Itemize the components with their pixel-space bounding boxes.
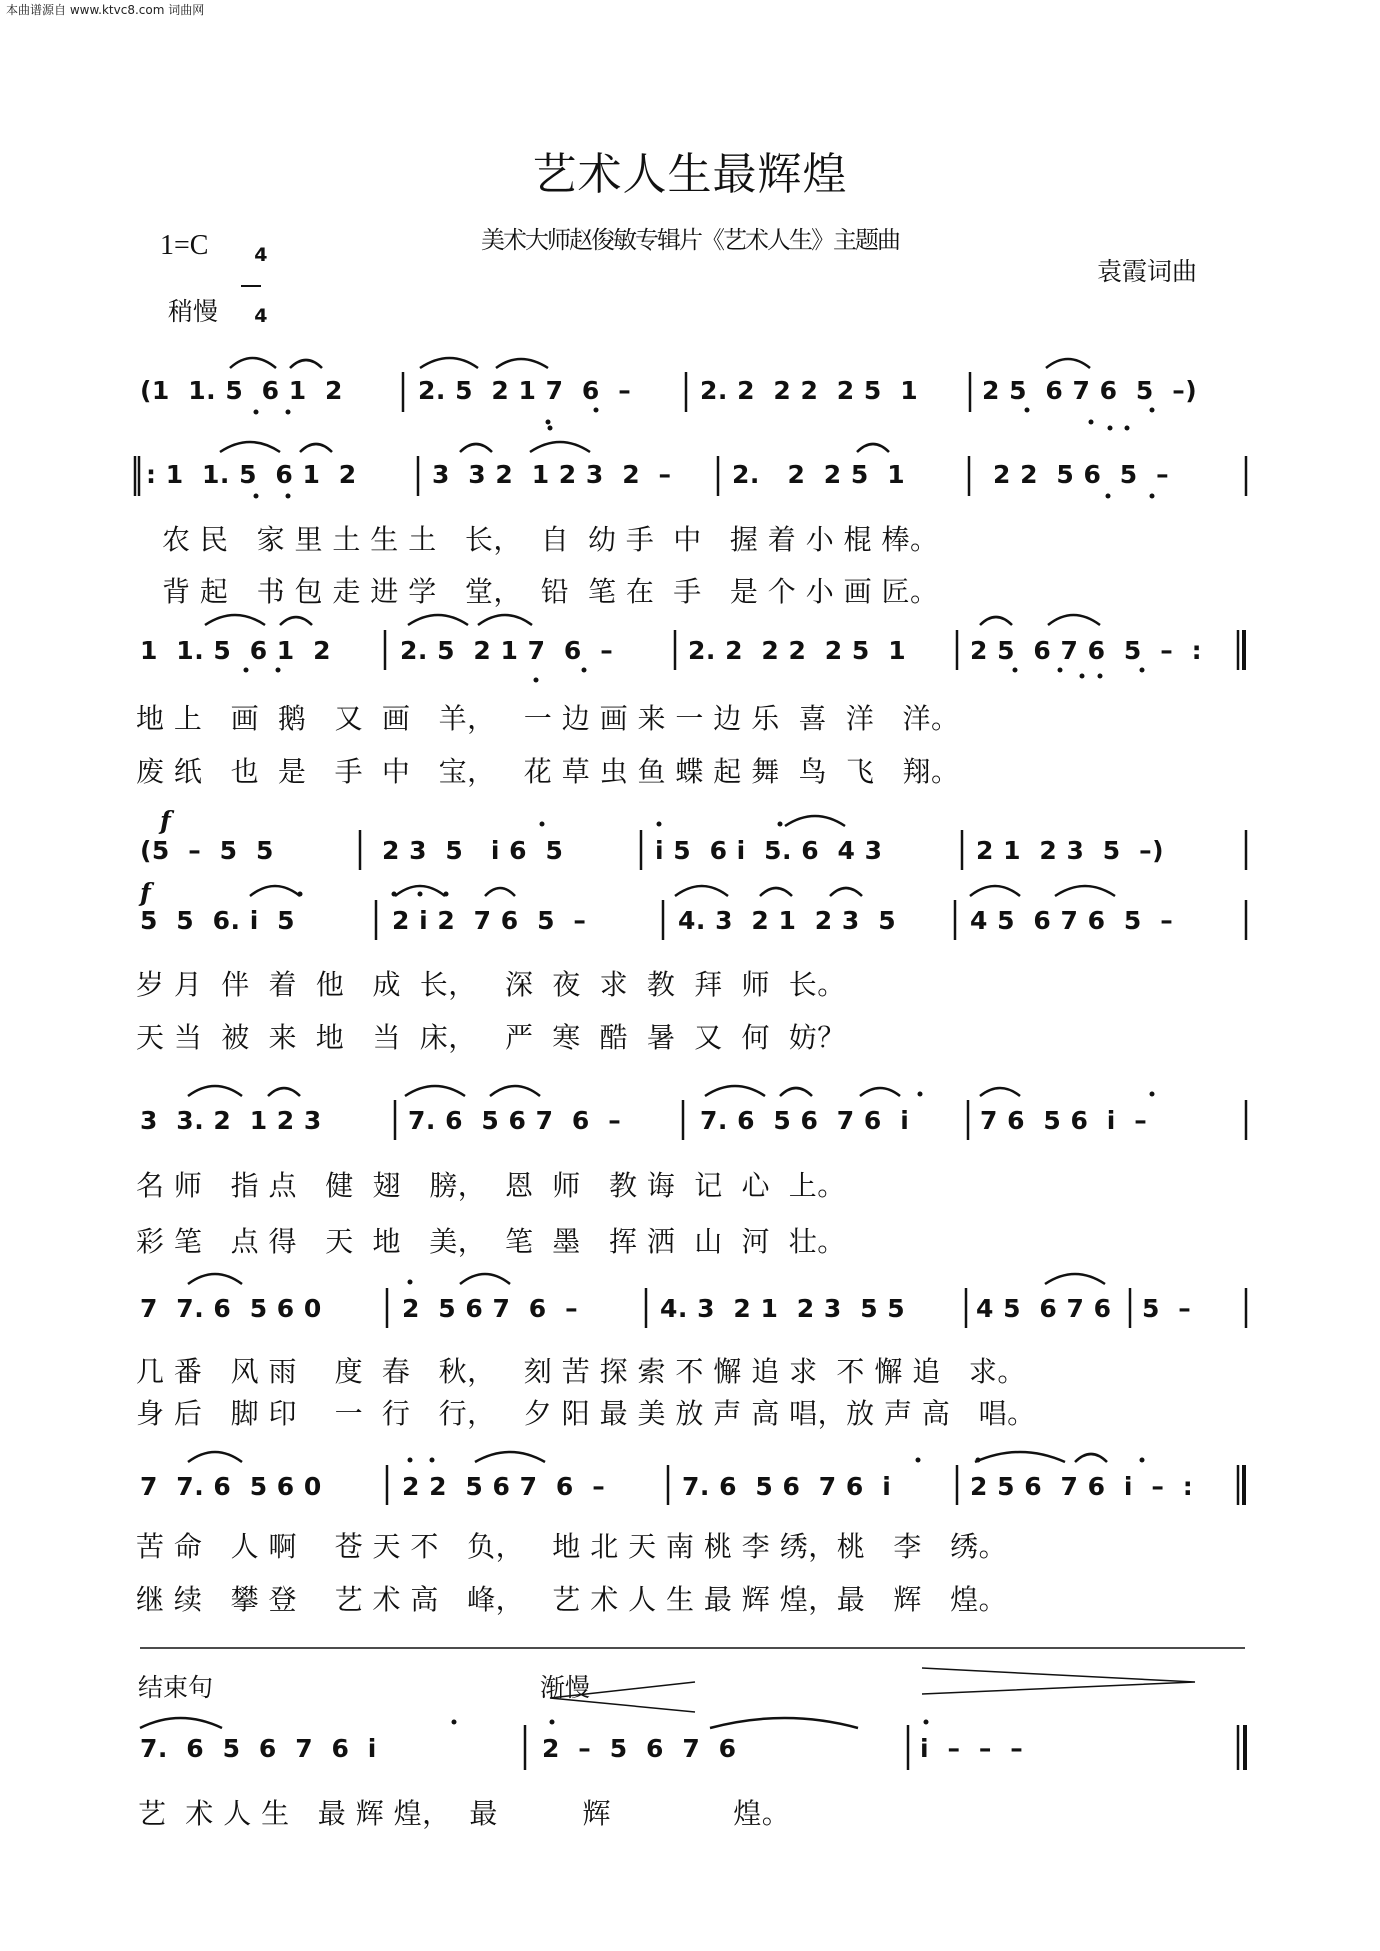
measure-3-3: 2. 2 2 2 2 5 1 (688, 636, 907, 665)
measure-1-1: (1 1. 5 6 1 2 (140, 376, 343, 405)
measure-2-1: : 1 1. 5 6 1 2 (146, 460, 357, 489)
measure-2-2: 3 3 2 1 2 3 2 – (432, 460, 672, 489)
measure-7-1: 7 7. 6 5 6 0 (140, 1294, 322, 1323)
author-credit: 袁霞词曲 (1097, 257, 1198, 286)
measure-6-2: 7. 6 5 6 7 6 – (408, 1106, 622, 1135)
lyrics-verse-1: 几 番 风 雨 度 春 秋， 刻 苦 探 索 不 懈 追 求 不 懈 追 求。 (136, 1355, 1026, 1388)
measure-2-3: 2. 2 2 5 1 (732, 460, 906, 489)
measure-5-3: 4. 3 2 1 2 3 5 (678, 906, 897, 935)
song-title: 艺术人生最辉煌 (532, 149, 848, 200)
measure-3-2: 2. 5 2 1 7 6 – (400, 636, 614, 665)
measure-7-5: 5 – (1142, 1294, 1192, 1323)
measure-3-1: 1 1. 5 6 1 2 (140, 636, 331, 665)
measure-4-4: 2 1 2 3 5 –) (976, 836, 1165, 865)
measure-1-2: 2. 5 2 1 7 6 – (418, 376, 632, 405)
coda-measure-1: 7. 6 5 6 7 6 i (140, 1734, 377, 1763)
measure-5-2: 2 i 2 7 6 5 – (392, 906, 587, 935)
measure-8-1: 7 7. 6 5 6 0 (140, 1472, 322, 1501)
coda-measure-2: 2 – 5 6 7 6 (542, 1734, 737, 1763)
measure-1-3: 2. 2 2 2 2 5 1 (700, 376, 919, 405)
measure-2-4: 2 2 5 6 5 – (993, 460, 1170, 489)
source-watermark: 本曲谱源自 www.ktvc8.com 词曲网 (6, 3, 205, 17)
ritardando-mark: 渐慢 (540, 1673, 591, 1702)
measure-6-1: 3 3. 2 1 2 3 (140, 1106, 322, 1135)
lyrics-verse-1: 地 上 画 鹅 又 画 羊， 一 边 画 来 一 边 乐 喜 洋 洋。 (136, 702, 960, 735)
key-signature: 1=C (160, 230, 209, 261)
measure-6-4: 7 6 5 6 i – (980, 1106, 1148, 1135)
lyrics-verse-1: 农 民 家 里 土 生 土 长， 自 幼 手 中 握 着 小 棍 棒。 (162, 523, 939, 556)
measure-4-2: 2 3 5 i 6 5 (382, 836, 564, 865)
lyrics-verse-2: 背 起 书 包 走 进 学 堂， 铅 笔 在 手 是 个 小 画 匠。 (162, 575, 939, 608)
time-signature-bottom: 4 (254, 305, 268, 327)
song-subtitle: 美术大师赵俊敏专辑片《艺术人生》主题曲 (481, 226, 899, 254)
coda-label: 结束句 (138, 1673, 214, 1702)
lyrics-verse-1: 岁 月 伴 着 他 成 长， 深 夜 求 教 拜 师 长。 (136, 968, 846, 1001)
lyrics-verse-2: 天 当 被 来 地 当 床， 严 寒 酷 暑 又 何 妨？ (136, 1021, 846, 1054)
measure-7-3: 4. 3 2 1 2 3 5 5 (660, 1294, 906, 1323)
measure-6-3: 7. 6 5 6 7 6 i (700, 1106, 910, 1135)
measure-5-1: 5 5 6. i 5 (140, 906, 296, 935)
measure-4-1: (5 – 5 5 (140, 836, 274, 865)
measure-7-4: 4 5 6 7 6 (976, 1294, 1112, 1323)
measure-8-2: 2 2 5 6 7 6 – (402, 1472, 606, 1501)
lyrics-verse-2: 身 后 脚 印 一 行 行， 夕 阳 最 美 放 声 高 唱，放 声 高 唱。 (136, 1397, 1036, 1430)
measure-5-4: 4 5 6 7 6 5 – (970, 906, 1174, 935)
measure-3-4: 2 5 6 7 6 5 – : (970, 636, 1203, 665)
measure-1-4: 2 5 6 7 6 5 –) (982, 376, 1198, 405)
dynamic-forte: f (140, 878, 152, 907)
time-signature-top: 4 (254, 244, 268, 266)
lyrics-verse-1: 名 师 指 点 健 翅 膀， 恩 师 教 诲 记 心 上。 (136, 1169, 846, 1202)
tempo-marking: 稍慢 (168, 297, 219, 326)
coda-measure-3: i – – – (920, 1734, 1024, 1763)
lyrics-verse-2: 继 续 攀 登 艺 术 高 峰， 艺 术 人 生 最 辉 煌，最 辉 煌。 (136, 1583, 1008, 1616)
lyrics-verse-2: 废 纸 也 是 手 中 宝， 花 草 虫 鱼 蝶 起 舞 鸟 飞 翔。 (136, 755, 960, 788)
dynamic-forte: f (160, 806, 172, 835)
lyrics-verse-2: 彩 笔 点 得 天 地 美， 笔 墨 挥 洒 山 河 壮。 (136, 1225, 846, 1258)
measure-4-3: i 5 6 i 5. 6 4 3 (655, 836, 883, 865)
coda-lyrics: 艺 术 人 生 最 辉 煌， 最 辉 煌。 (138, 1797, 791, 1830)
measure-8-4: 2 5 6 7 6 i – : (970, 1472, 1194, 1501)
measure-8-3: 7. 6 5 6 7 6 i (682, 1472, 892, 1501)
measure-7-2: 2 5 6 7 6 – (402, 1294, 579, 1323)
lyrics-verse-1: 苦 命 人 啊 苍 天 不 负， 地 北 天 南 桃 李 绣，桃 李 绣。 (136, 1530, 1008, 1563)
